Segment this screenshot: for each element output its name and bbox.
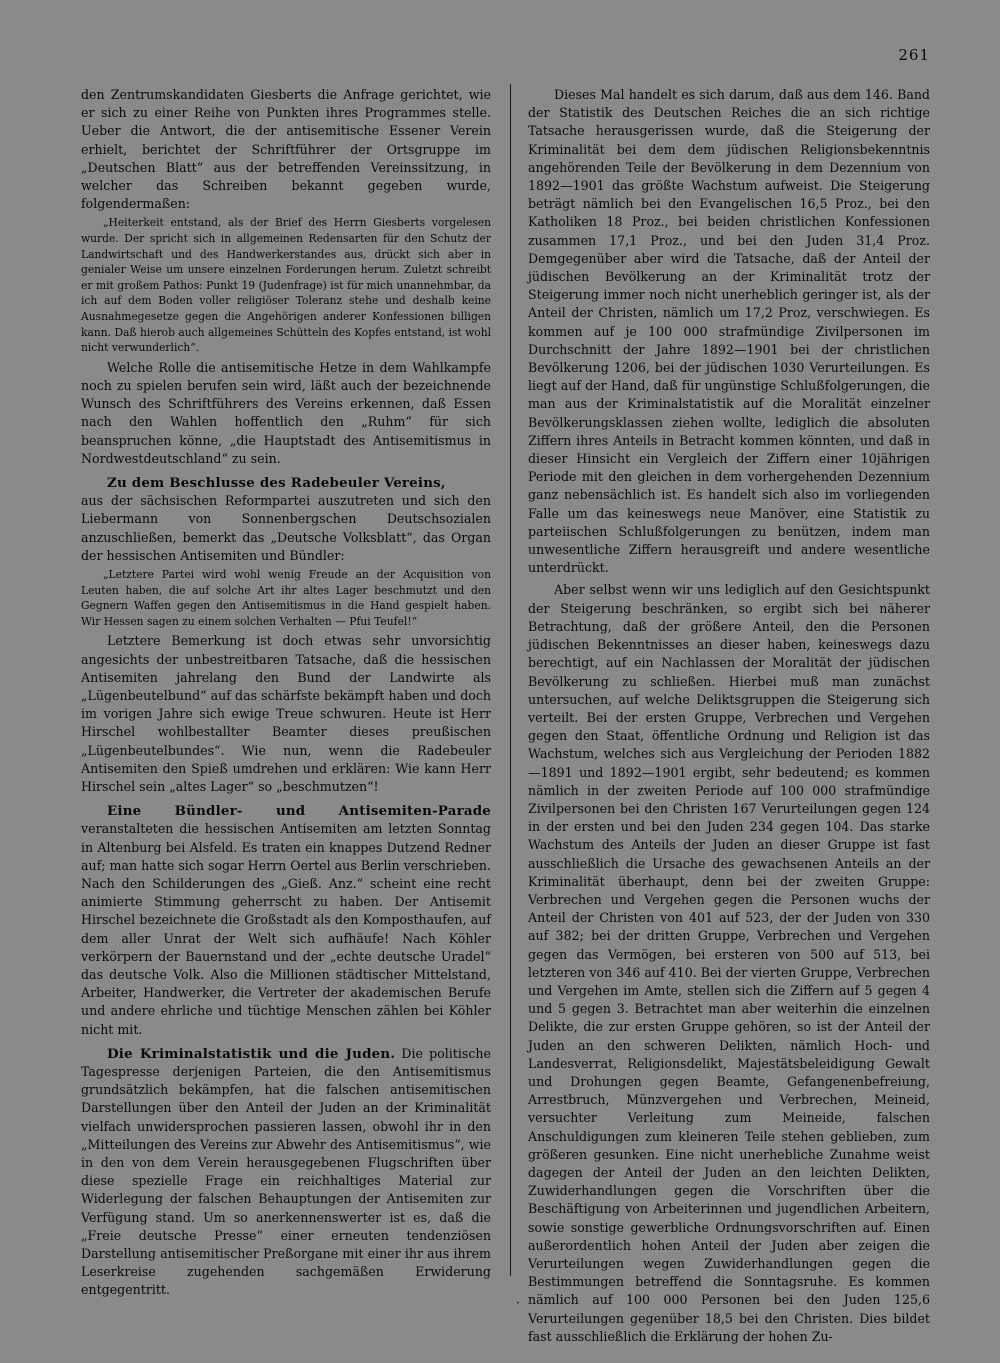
- paragraph-with-heading: [81, 1045, 491, 1300]
- section-heading-line: [81, 474, 491, 492]
- paragraph: Dieses Mal handelt es sich darum, daß aus dem 146. Band der Statistik des Deutschen Reiches die an sich richtige Tatsache herausgerissen wurde, daß die Steigerung der Kriminalität bei dem dem jüdischen Religionsbekenntnis angehörenden Teile der Bevölkerung in dem Dezennium von 1892—1901 das größte Wachstum aufweist. Die Steigerung beträgt nämlich bei den Evangelischen 16,5 Proz., bei den Katholiken 18 Proz., bei beiden christlichen Konfessionen zusammen 17,1 Proz., und bei den Juden 31,4 Proz. Demgegenüber aber wird die Tatsache, daß der Anteil der jüdischen Bevölkerung an der Kriminalität trotz der Steigerung immer noch nicht unerheblich geringer ist, als der Anteil der Christen, nämlich um 17,2 Proz, verschwiegen. Es kommen auf je 100 000 strafmündige Zivilpersonen im Durchschnitt der Jahre 1892—1901 bei der christlichen Bevölkerung 1206, bei der jüdischen 1030 Verurteilungen. Es liegt auf der Hand, daß für ungünstige Schlußfolgerungen, die man aus der Kriminalstatistik auf die Moralität einzelner Bevölkerungsklassen ziehen wollte, lediglich die absoluten Ziffern ihres Anteils in Betracht kommen könnten, und daß in dieser Hinsicht ein Vergleich der Ziffern einer 10jährigen Periode mit den gleichen in dem vorhergehenden Dezennium ganz nebensächlich ist. Es handelt sich also im vorliegenden Falle um das keineswegs neue Manöver, eine Statistik zu parteiischen Schlußfolgerungen zu benützen, indem man unwesentliche Ziffern herausgreift und andere wesentliche unterdrückt.: [528, 87, 930, 576]
- page-number: 261: [898, 46, 930, 64]
- paragraph: aus der sächsischen Reformpartei auszutreten und sich den Liebermann von Sonnenbergschen Deutschsozialen anzuschließen, bemerkt das „Deutsche Volksblatt“, das Organ der hessischen Antisemiten und Bündler:: [81, 493, 491, 563]
- paragraph: Welche Rolle die antisemitische Hetze in dem Wahlkampfe noch zu spielen berufen sein wird, läßt auch der bezeichnende Wunsch des Schriftführers des Vereins erkennen, daß Essen nach den Wahlen hoffentlich den „Ruhm“ für sich beanspruchen könne, „die Hauptstadt des Antisemitismus in Nordwestdeutschland“ zu sein.: [81, 359, 491, 466]
- left-column: [81, 86, 491, 1300]
- footer-mark: ·: [516, 1296, 520, 1310]
- section-heading: Die Kriminalstatistik und die Juden.: [107, 1045, 396, 1062]
- paragraph: Aber selbst wenn wir uns lediglich auf den Gesichtspunkt der Steigerung beschränken, so ergibt sich bei näherer Betrachtung, daß der größere Anteil, den die Personen jüdischen Bekenntnisses an dieser haben, keineswegs dazu berechtigt, auf ein Nachlassen der Moralität der jüdischen Bevölkerung zu schließen. Hierbei muß man zunächst untersuchen, auf welche Deliktsgruppen die Steigerung sich verteilt. Bei der ersten Gruppe, Verbrechen und Vergehen gegen den Staat, öffentliche Ordnung und Religion ist das Wachstum, welches sich aus Vergleichung der Perioden 1882—1891 und 1892—1901 ergibt, sehr bedeutend; es kommen nämlich in der zweiten Periode auf 100 000 strafmündige Zivilpersonen bei den Christen 167 Verurteilungen gegen 124 in der ersten und bei den Juden 234 gegen 104. Das starke Wachstum des Anteils der Juden an dieser Gruppe ist fast ausschließlich die Ursache des gewachsenen Anteils an der Kriminalität überhaupt, denn bei der zweiten Gruppe: Verbrechen und Vergehen gegen die Personen wuchs der Anteil der Christen von 401 auf 523, der der Juden von 330 auf 382; bei der dritten Gruppe, Verbrechen und Vergehen gegen das Vermögen, bei ersteren von 500 auf 513, bei letzteren von 346 auf 410. Bei der vierten Gruppe, Verbrechen und Vergehen im Amte, stellen sich die Ziffern auf 5 gegen 4 und 5 gegen 3. Betrachtet man aber weiterhin die einzelnen Delikte, die zur ersten Gruppe gehören, so ist der Anteil der Juden an den schweren Delikten, nämlich Hoch- und Landesverrat, Religionsdelikt, Majestätsbeleidigung Gewalt und Drohungen gegen Beamte, Gefangenenbefreiung, Arrestbruch, Münzvergehen und Verbrechen, Meineid, versuchter Verleitung zum Meineide, falschen Anschuldigungen zum kleineren Teile stehen geblieben, zum größeren gesunken. Eine nicht unerhebliche Zunahme weist dagegen der Anteil der Juden an den leichten Delikten, Zuwiderhandlungen gegen die Vorschriften über die Beschäftigung von Arbeiterinnen und jugendlichen Arbeitern, sowie sonstige gewerbliche Ordnungsvorschriften auf. Einen außerordentlich hohen Anteil der Juden aber zeigen die Verurteilungen wegen Zuwiderhandlungen gegen die Bestimmungen betreffend die Sonntagsruhe. Es kommen nämlich auf 100 000 Personen bei den Juden 125,6 Verurteilungen gegenüber 18,5 bei den Christen. Dies bildet fast ausschließlich die Erklärung der hohen Zu-: [528, 582, 930, 1344]
- paragraph-with-heading: [81, 802, 491, 1039]
- right-column: [528, 86, 930, 1346]
- paragraph-text: veranstalteten die hessischen Antisemiten am letzten Sonntag in Altenburg bei Alsfeld. Es traten ein knappes Dutzend Redner auf; man hatte sich sogar Herrn Oertel aus Berlin verschrieben. Nach den Schilderungen des „Gieß. Anz.“ scheint eine recht animierte Stimmung geherrscht zu haben. Der Antisemit Hirschel bezeichnete die Großstadt als den Komposthaufen, auf dem aller Unrat der Welt sich aufhäufe! Nach Köhler verkörpern der Bauernstand und der „echte deutsche Uradel“ das deutsche Volk. Also die Millionen städtischer Mittelstand, Arbeiter, Handwerker, die Vertreter der akademischen Berufe und andere ehrliche und tüchtige Menschen zählen bei Köhler nicht mit.: [81, 821, 491, 1037]
- paragraph-text: Die politische Tagespresse derjenigen Parteien, die den Antisemitismus grundsätzlich bekämpfen, hat die falschen antisemitischen Darstellungen über den Anteil der Juden an der Kriminalität vielfach unwidersprochen passieren lassen, obwohl ihr in den „Mitteilungen des Vereins zur Abwehr des Antisemitismus“, wie in den von dem Verein herausgegebenen Flugschriften über diese spezielle Frage ein reichhaltiges Material zur Widerlegung der falschen Behauptungen der Antisemiten zur Verfügung stand. Um so anerkennenswerter ist es, daß die „Freie deutsche Presse“ einer erneuten tendenziösen Darstellung antisemitischer Preßorgane mit einer ihr aus ihrem Leserkreise zugehenden sachgemäßen Erwiderung entgegentritt.: [81, 1045, 491, 1298]
- paragraph: den Zentrumskandidaten Giesberts die Anfrage gerichtet, wie er sich zu einer Reihe von Punkten ihres Programmes stelle. Ueber die Antwort, die der antisemitische Essener Verein erhielt, berichtet der Schriftführer der Ortsgruppe im „Deutschen Blatt“ aus der betreffenden Vereinssitzung, in welcher das Schreiben bekannt gegeben wurde, folgendermaßen:: [81, 87, 491, 212]
- quote-block: „Letztere Partei wird wohl wenig Freude an der Acquisition von Leuten haben, die auf solche Art ihr altes Lager beschmutzt und den Gegnern Waffen gegen den Antisemitismus in die Hand gespielt haben. Wir Hessen sagen zu einem solchen Verhalten — Pfui Teufel!“: [81, 568, 491, 628]
- quote-block: „Heiterkeit entstand, als der Brief des Herrn Giesberts vorgelesen wurde. Der spricht sich in allgemeinen Redensarten für den Schutz der Landwirtschaft und des Handwerkerstandes aus, drückt sich aber in genialer Weise um unsere einzelnen Forderungen herum. Zuletzt schreibt er mit großem Pathos: Punkt 19 (Judenfrage) ist für mich unannehmbar, da ich auf dem Boden voller religiöser Toleranz stehe und deshalb keine Ausnahmegesetze gegen die Angehörigen anderer Konfessionen billigen kann. Daß hierob auch allgemeines Schütteln des Kopfes entstand, ist wohl nicht verwunderlich“.: [81, 216, 491, 355]
- paragraph: Letztere Bemerkung ist doch etwas sehr unvorsichtig angesichts der unbestreitbaren Tatsache, daß die hessischen Antisemiten jahrelang den Bund der Landwirte als „Lügenbeutelbund“ auf das schärfste bekämpft haben und doch im vorigen Jahre sich ewige Treue schwuren. Heute ist Herr Hirschel wohlbestallter Beamter dieses preußischen „Lügenbeutelbundes“. Wie nun, wenn die Radebeuler Antisemiten den Spieß umdrehen und erklären: Wie kann Herr Hirschel sein „altes Lager“ so „beschmutzen“!: [81, 633, 491, 794]
- column-divider: [510, 84, 511, 1276]
- section-heading: Eine Bündler- und Antisemiten-Parade: [107, 803, 491, 820]
- section-heading: Zu dem Beschlusse des Radebeuler Vereins,: [107, 474, 446, 491]
